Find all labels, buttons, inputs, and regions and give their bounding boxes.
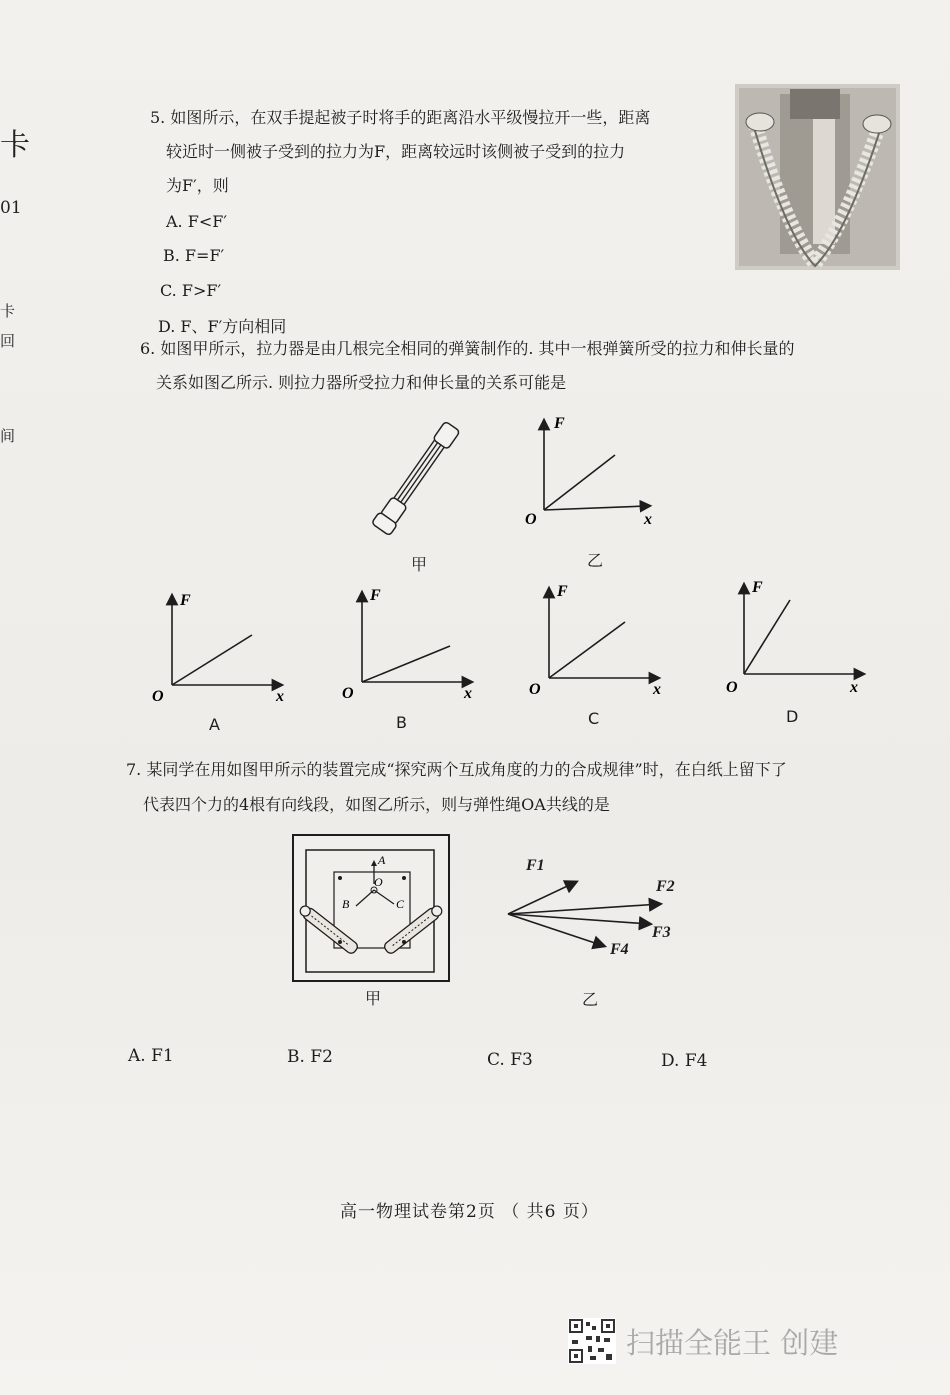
q5-line-3: 为F′，则 bbox=[166, 176, 229, 195]
q7-answer-d: D. F4 bbox=[661, 1051, 708, 1071]
label-c: C bbox=[396, 897, 405, 911]
svg-text:F: F bbox=[180, 592, 191, 609]
q7-answer-a: A. F1 bbox=[128, 1046, 174, 1066]
q6-graph-yi bbox=[520, 410, 670, 535]
vector-f1 bbox=[508, 882, 576, 914]
q6-graph-c-label: C bbox=[588, 709, 600, 728]
q6-graph-d-label: D bbox=[786, 707, 799, 726]
q6-graph-a bbox=[148, 585, 298, 710]
f2-label: F2 bbox=[656, 878, 675, 895]
q6-figure-yi-label: 乙 bbox=[587, 551, 604, 570]
qr-code-icon bbox=[568, 1318, 616, 1364]
f3-label: F3 bbox=[652, 924, 671, 941]
q7-line-2: 代表四个力的4根有向线段，如图乙所示，则与弹性绳OA共线的是 bbox=[143, 795, 610, 814]
q5-option-d: D. F、F′方向相同 bbox=[158, 317, 287, 336]
q6-line-1: 6. 如图甲所示，拉力器是由几根完全相同的弹簧制作的. 其中一根弹簧所受的拉力和伸长量的 bbox=[140, 339, 795, 358]
page-footer: 高一物理试卷第2页 （ 共6 页） bbox=[340, 1202, 599, 1222]
q5-option-c: C. F>F′ bbox=[160, 281, 222, 300]
svg-text:F: F bbox=[370, 587, 381, 604]
label-o: O bbox=[374, 875, 383, 889]
spring-expander-figure bbox=[355, 408, 485, 538]
q7-line-1: 7. 某同学在用如图甲所示的装置完成“探究两个互成角度的力的合成规律”时，在白纸上留下了 bbox=[126, 760, 787, 779]
vector-f4 bbox=[508, 914, 604, 946]
q5-option-b: B. F=F′ bbox=[163, 246, 225, 265]
f4-label: F4 bbox=[610, 941, 629, 958]
svg-text:O: O bbox=[342, 685, 354, 702]
q6-graph-b-label: B bbox=[396, 713, 407, 732]
q6-graph-c bbox=[525, 578, 675, 703]
svg-text:x: x bbox=[850, 679, 858, 696]
edge-char: 卡 bbox=[0, 302, 16, 320]
watermark-text: 扫描全能王 创建 bbox=[626, 1325, 839, 1360]
q5-line-1: 5. 如图所示，在双手提起被子时将手的距离沿水平级慢拉开一些，距离 bbox=[150, 108, 651, 127]
svg-text:F: F bbox=[557, 583, 568, 600]
q6-graph-b bbox=[338, 582, 488, 707]
force-board-apparatus bbox=[292, 834, 450, 982]
scanner-watermark bbox=[568, 1318, 838, 1364]
edge-char: 卡 bbox=[0, 128, 30, 163]
q5-line-2: 较近时一侧被子受到的拉力为F，距离较远时该侧被子受到的拉力 bbox=[166, 142, 626, 161]
f1-label: F1 bbox=[526, 857, 545, 874]
q7-answer-c: C. F3 bbox=[487, 1050, 533, 1070]
quilt-photo bbox=[735, 84, 900, 270]
q6-line-2: 关系如图乙所示. 则拉力器所受拉力和伸长量的关系可能是 bbox=[156, 373, 567, 392]
edge-number: 01 bbox=[0, 198, 22, 218]
vector-f3 bbox=[508, 914, 650, 924]
x-axis-label: x bbox=[644, 511, 652, 528]
edge-char: 回 bbox=[0, 332, 16, 350]
svg-text:x: x bbox=[653, 681, 661, 698]
q7-answer-b: B. F2 bbox=[287, 1047, 333, 1067]
q7-figure-jia-label: 甲 bbox=[365, 989, 382, 1008]
q6-graph-a-label: A bbox=[209, 715, 220, 734]
vector-f2 bbox=[508, 904, 660, 914]
edge-char: 间 bbox=[0, 427, 16, 445]
label-a: A bbox=[378, 853, 386, 867]
svg-text:O: O bbox=[529, 681, 541, 698]
svg-text:x: x bbox=[276, 688, 284, 705]
q7-figure-yi-label: 乙 bbox=[582, 990, 599, 1009]
y-axis-label: F bbox=[554, 415, 565, 432]
svg-text:O: O bbox=[726, 679, 738, 696]
origin-label: O bbox=[525, 511, 537, 528]
svg-text:F: F bbox=[752, 579, 763, 596]
svg-text:x: x bbox=[464, 685, 472, 702]
q5-option-a: A. F<F′ bbox=[166, 212, 227, 231]
svg-text:O: O bbox=[152, 688, 164, 705]
label-b: B bbox=[342, 897, 350, 911]
q6-graph-d bbox=[720, 574, 870, 699]
q6-figure-jia-label: 甲 bbox=[411, 555, 428, 574]
